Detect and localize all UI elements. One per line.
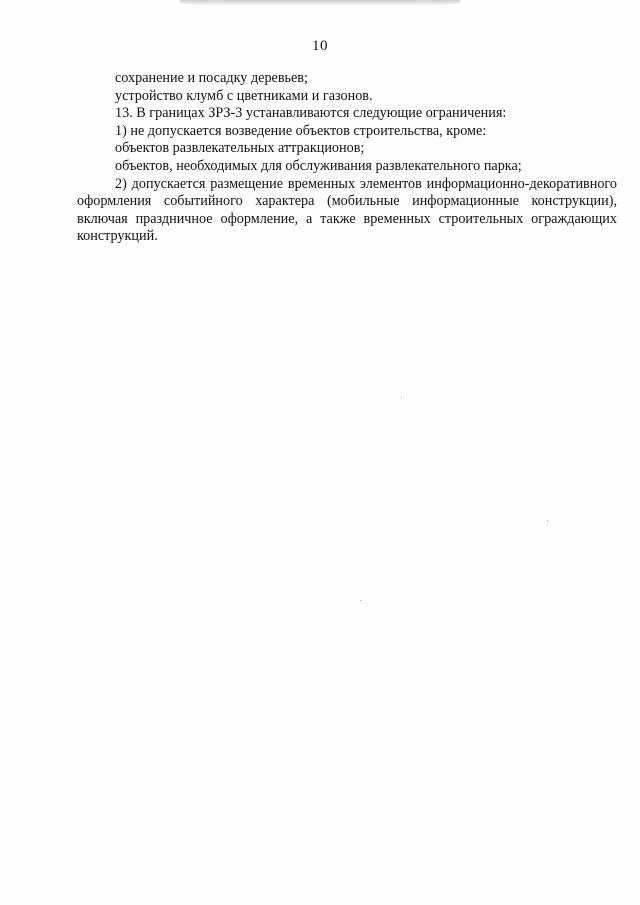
page-number: 10 [312, 38, 328, 54]
document-body [77, 70, 617, 246]
text-line: сохранение и посадку деревьев; [115, 70, 308, 86]
text-line: объектов, необходимых для обслуживания развлекательного парка; [115, 157, 522, 174]
scan-speck [401, 397, 402, 398]
paragraph: 2) допускается размещение временных элементов информационно-декоративного оформления событийного характера (мобильные информационные конструкции), включая праздничное оформление, а также временных строительных ограждающих конструкций. [77, 175, 617, 245]
text-line: устройство клумб с цветниками и газонов. [115, 87, 373, 104]
text-line: 13. В границах ЗРЗ-3 устанавливаются следующие ограничения: [115, 105, 507, 122]
scan-speck [547, 520, 548, 521]
scan-speck [360, 600, 361, 601]
scan-artifact [180, 0, 460, 6]
text-line: объектов развлекательных аттракционов; [115, 140, 365, 157]
text-line: 1) не допускается возведение объектов строительства, кроме: [115, 122, 487, 139]
